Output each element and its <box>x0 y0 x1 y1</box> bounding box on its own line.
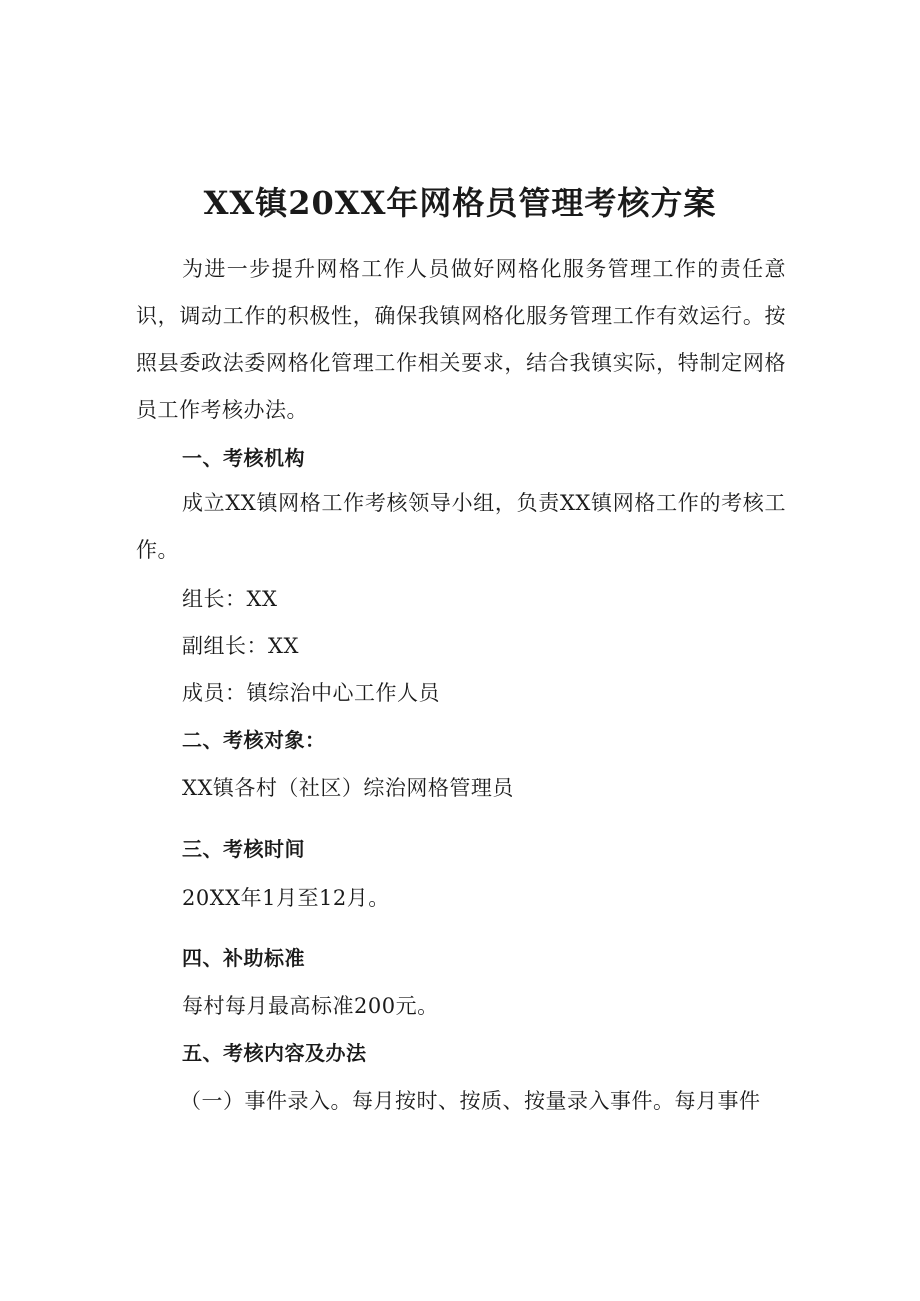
section-4-heading: 四、补助标准 <box>182 946 305 970</box>
section-3-heading: 三、考核时间 <box>182 837 305 861</box>
deputy-leader-line: 副组长：XX <box>182 634 299 658</box>
section-2-heading: 二、考核对象： <box>182 728 326 752</box>
document-title: XX镇20XX年网格员管理考核方案 <box>203 184 717 222</box>
members-line: 成员：镇综治中心工作人员 <box>182 681 440 705</box>
section-3-body: 20XX年1月至12月。 <box>182 886 390 910</box>
intro-paragraph: 为进一步提升网格工作人员做好网格化服务管理工作的责任意识，调动工作的积极性，确保我镇网格化服务管理工作有效运行。按照县委政法委网格化管理工作相关要求，结合我镇实际，特制定网格员工作考核办法。 <box>136 257 786 422</box>
leader-line: 组长：XX <box>182 587 278 611</box>
section-2-body: XX镇各村（社区）综治网格管理员 <box>182 776 514 800</box>
section-5-heading: 五、考核内容及办法 <box>182 1041 367 1065</box>
section-4-body: 每村每月最高标准200元。 <box>182 994 439 1018</box>
section-1-body: 成立XX镇网格工作考核领导小组，负责XX镇网格工作的考核工作。 <box>136 491 786 562</box>
section-5-item-1: （一）事件录入。每月按时、按质、按量录入事件。每月事件 <box>180 1089 761 1113</box>
section-1-heading: 一、考核机构 <box>182 446 305 470</box>
